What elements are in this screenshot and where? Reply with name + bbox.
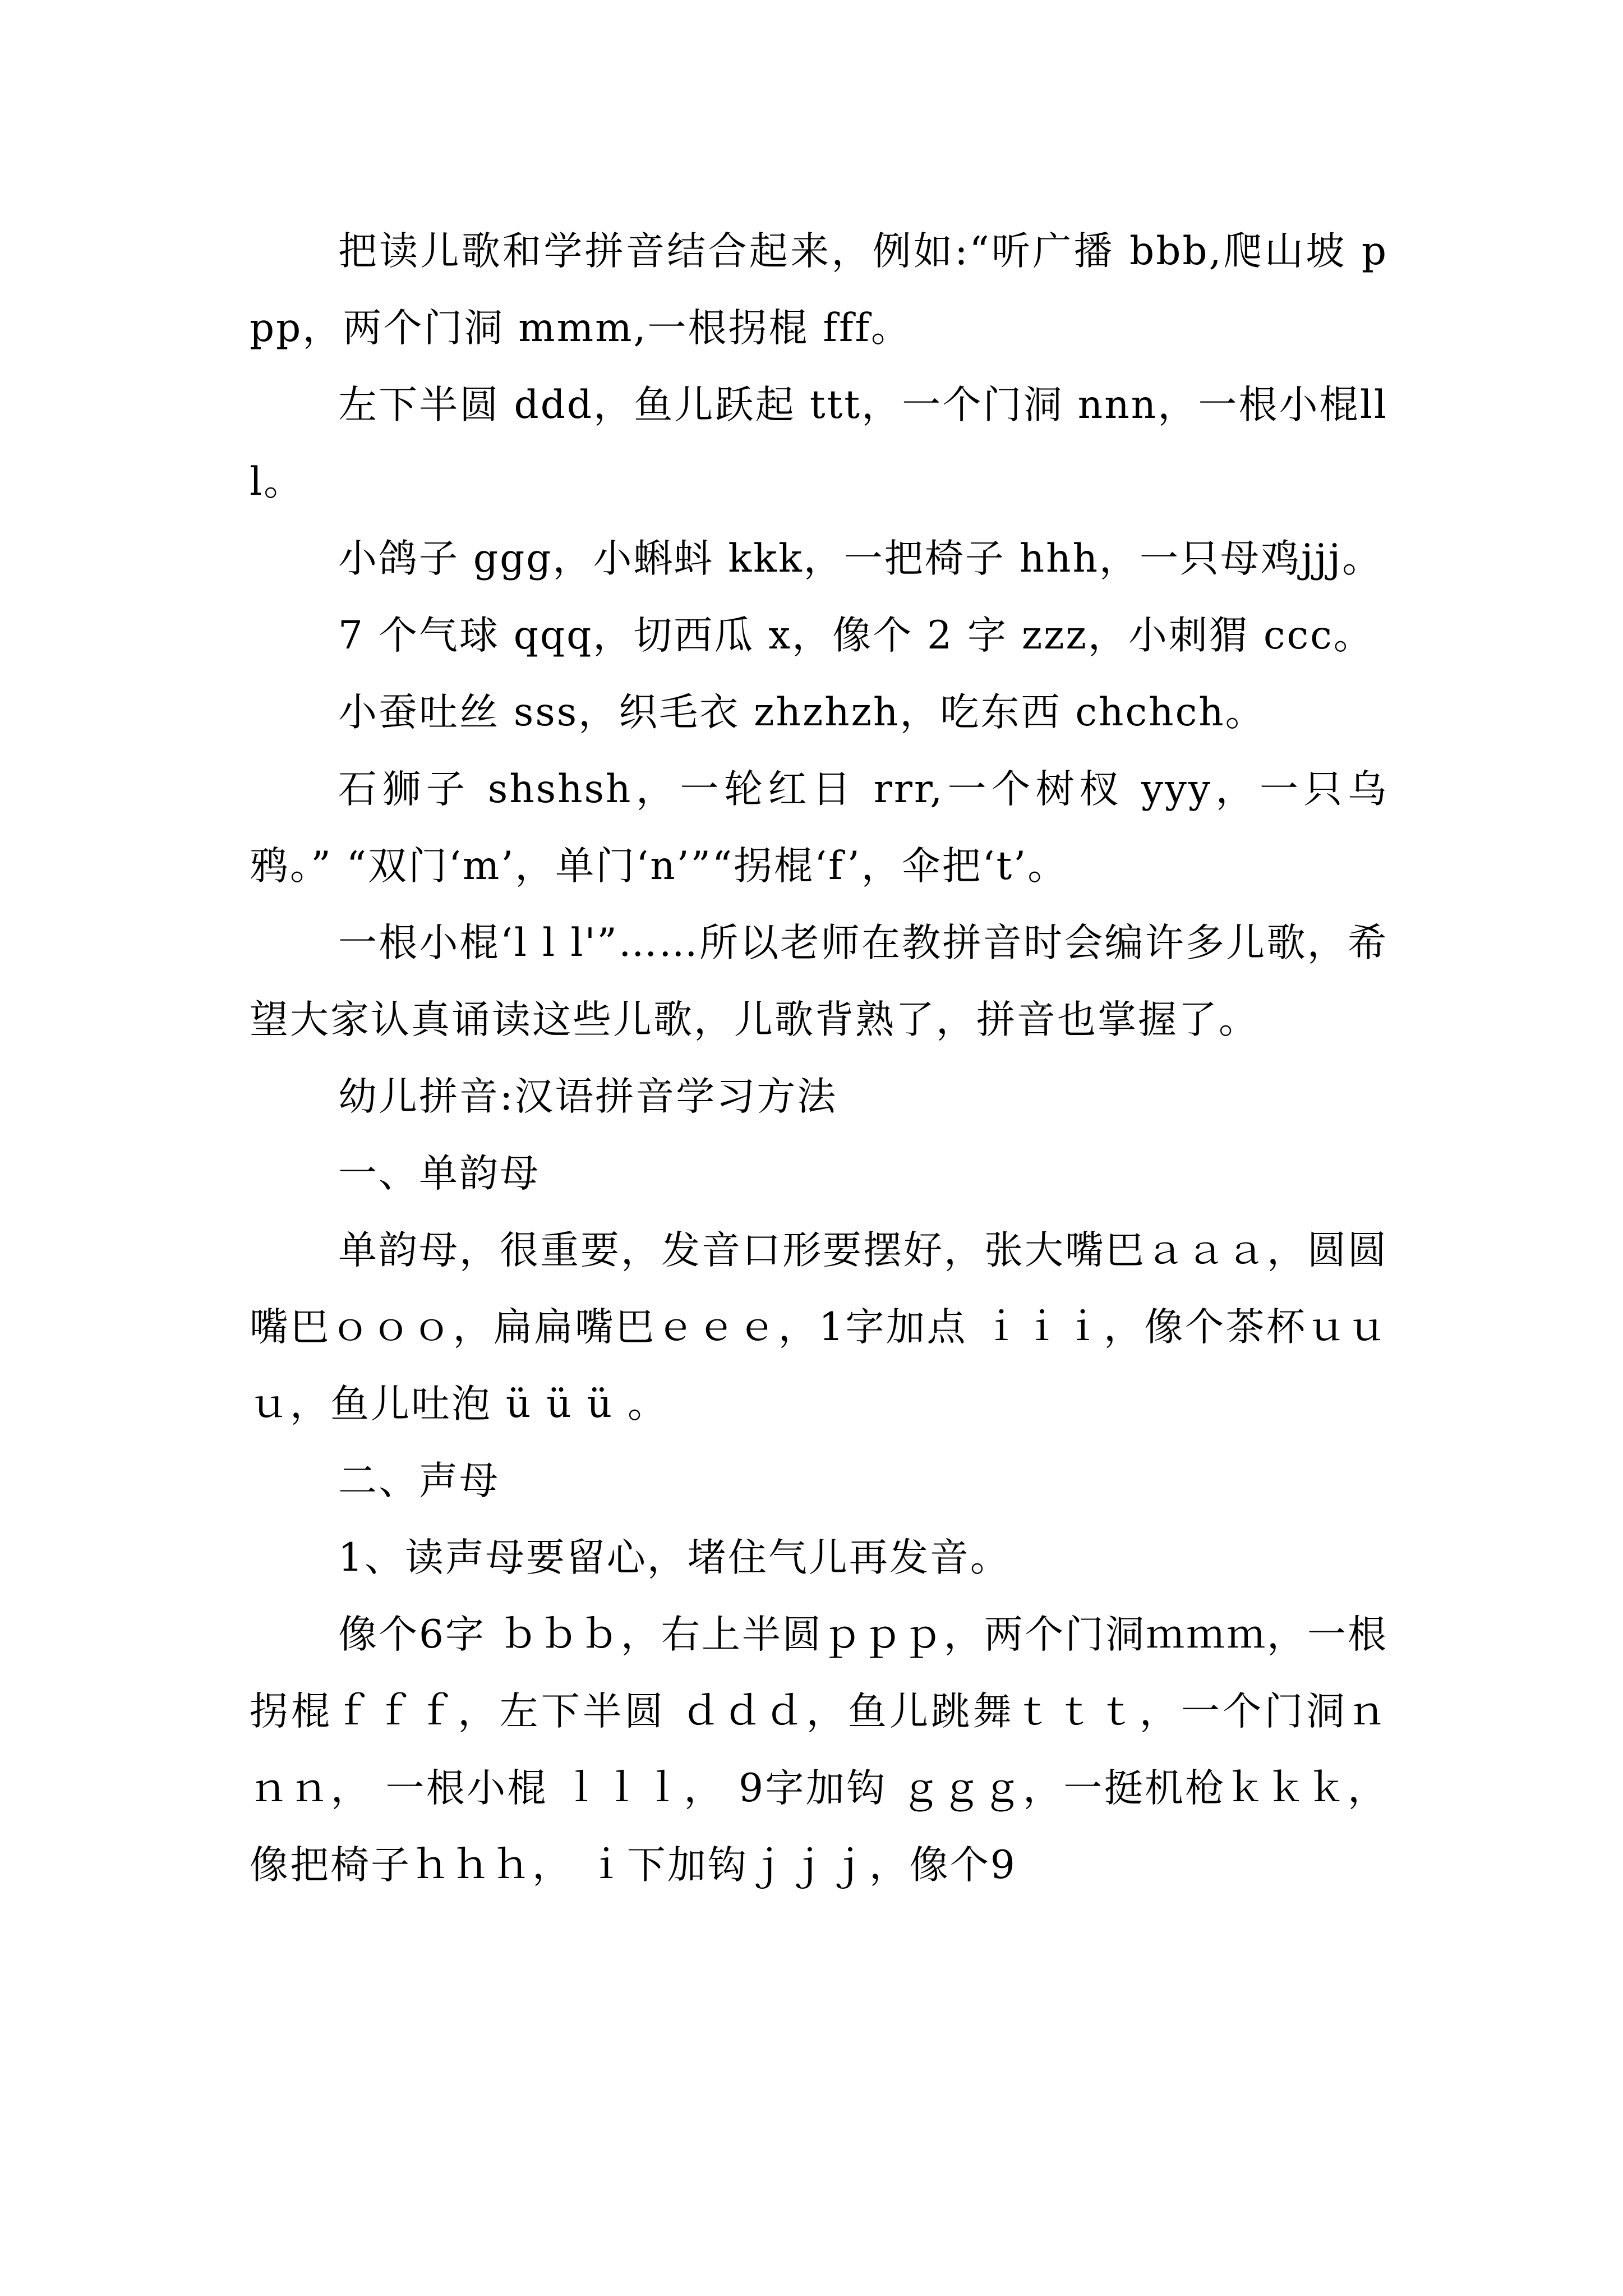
paragraph: 7 个气球 qqq，切西瓜 x，像个 2 字 zzz，小刺猬 ccc。	[338, 613, 1374, 658]
section-heading: 幼儿拼音:汉语拼音学习方法	[338, 1074, 838, 1119]
paragraph: 单韵母，很重要，发音口形要摆好，张大嘴巴ａａａ，圆圆嘴巴ｏｏｏ，扁扁嘴巴ｅｅｅ，1字加点 ｉｉｉ，像个茶杯ｕｕｕ，鱼儿吐泡 ü ü ü 。	[250, 1228, 1388, 1427]
paragraph: 1、读声母要留心，堵住气儿再发音。	[338, 1535, 1011, 1580]
paragraph: 小蚕吐丝 sss，织毛衣 zhzhzh，吃东西 chchch。	[338, 690, 1266, 735]
subsection-heading: 一、单韵母	[338, 1151, 540, 1196]
paragraph: 把读儿歌和学拼音结合起来，例如:“听广播 bbb,爬山坡 ppp，两个门洞 mmm,一根拐棍 fff。	[250, 229, 1388, 351]
paragraph: 左下半圆 ddd，鱼儿跃起 ttt，一个门洞 nnn，一根小棍lll。	[250, 383, 1388, 504]
paragraph: 小鸽子 ggg，小蝌蚪 kkk，一把椅子 hhh，一只母鸡jjj。	[338, 536, 1383, 581]
paragraph: 一根小棍‘l l l'”……所以老师在教拼音时会编许多儿歌，希望大家认真诵读这些儿歌，儿歌背熟了，拼音也掌握了。	[250, 921, 1388, 1042]
document-body	[250, 213, 1388, 1904]
paragraph: 像个6字 ｂｂｂ，右上半圆ｐｐｐ，两个门洞ｍｍｍ，一根拐棍ｆｆｆ，左下半圆 ｄｄｄ，鱼儿跳舞ｔｔｔ，一个门洞ｎｎｎ， 一根小棍 ｌｌｌ， 9字加钩 ｇｇｇ，一挺机枪ｋｋｋ，像把椅子ｈｈｈ， ｉ下加钩ｊｊｊ，像个9	[250, 1612, 1388, 1888]
subsection-heading: 二、声母	[338, 1458, 500, 1503]
paragraph: 石狮子 shshsh，一轮红日 rrr,一个树杈 yyy，一只乌鸦。” “双门‘m’，单门‘n’”“拐棍‘f’，伞把‘t’。	[250, 767, 1388, 889]
